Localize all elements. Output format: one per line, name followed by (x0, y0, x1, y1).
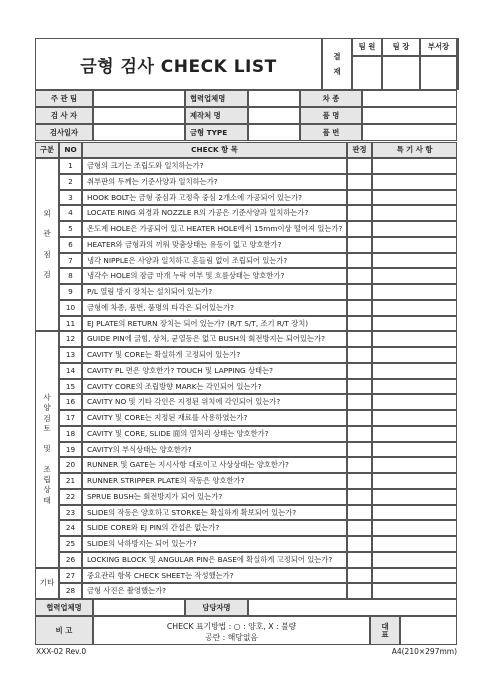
row-note[interactable] (372, 316, 457, 332)
row-note[interactable] (372, 363, 457, 379)
row-no: 7 (59, 253, 82, 269)
info-label-c: 품 명 (300, 107, 362, 124)
row-judge[interactable] (347, 284, 372, 300)
row-item: SLIDE의 낙하방지는 되어 있는가? (82, 536, 347, 552)
manager-value[interactable] (248, 599, 457, 616)
info-value-b[interactable] (248, 90, 300, 107)
page-title: 금형 검사 CHECK LIST (80, 56, 277, 77)
approval-sign-1[interactable] (382, 56, 420, 90)
approval-role-1: 팀 장 (382, 38, 420, 56)
row-judge[interactable] (347, 316, 372, 332)
row-item: RUNNER 및 GATE는 지시사항 대로이고 사상상태는 양호한가? (82, 457, 347, 473)
row-note[interactable] (372, 505, 457, 521)
info-label-b: 협력업체명 (185, 90, 248, 107)
row-item: GUIDE PIN에 긁힘, 상처, 균열등은 없고 BUSH의 회전방지는 되어있는가? (82, 331, 347, 347)
row-judge[interactable] (347, 583, 372, 599)
info-value-a[interactable] (93, 124, 185, 141)
row-item: LOCKING BLOCK 및 ANGULAR PIN은 BASE에 확실하게 고정되어 있는가? (82, 552, 347, 568)
header-note: 특 기 사 항 (372, 142, 457, 158)
row-item: SLIDE의 작동은 양호하고 STORKE는 확실하게 확보되어 있는가? (82, 505, 347, 521)
row-no: 22 (59, 489, 82, 505)
info-label-c: 품 번 (300, 124, 362, 141)
row-no: 27 (59, 568, 82, 584)
row-note[interactable] (372, 253, 457, 269)
row-note[interactable] (372, 583, 457, 599)
row-judge[interactable] (347, 457, 372, 473)
partner-label: 협력업체명 (35, 599, 93, 616)
row-item: CAVITY PL 면은 양호한가? TOUCH 및 LAPPING 상태는? (82, 363, 347, 379)
row-judge[interactable] (347, 410, 372, 426)
group-label: 기타 (35, 568, 59, 600)
rep-sign[interactable] (400, 616, 457, 645)
row-no: 2 (59, 174, 82, 190)
row-item: EJ PLATE의 RETURN 장치는 되어 있는가? (R/T S/T, 조기 R/T 장치) (82, 316, 347, 332)
row-no: 23 (59, 505, 82, 521)
row-note[interactable] (372, 457, 457, 473)
row-judge[interactable] (347, 442, 372, 458)
row-no: 16 (59, 394, 82, 410)
row-judge[interactable] (347, 253, 372, 269)
row-judge[interactable] (347, 505, 372, 521)
row-note[interactable] (372, 442, 457, 458)
row-item: 금형 사진은 촬영했는가? (82, 583, 347, 599)
row-item: 금형에 차종, 품번, 품명의 타각은 되어있는가? (82, 300, 347, 316)
row-item: P/L 열림 방지 장치는 설치되어 있는가? (82, 284, 347, 300)
approval-role-2: 부서장 (420, 38, 457, 56)
row-note[interactable] (372, 205, 457, 221)
info-value-a[interactable] (93, 107, 185, 124)
row-note[interactable] (372, 520, 457, 536)
row-no: 20 (59, 457, 82, 473)
header-judge: 판정 (347, 142, 372, 158)
row-judge[interactable] (347, 426, 372, 442)
rep-label: 대 표 (370, 616, 400, 645)
row-item: HOOK BOLT는 금형 중심과 고정측 중심 2개소에 가공되어 있는가? (82, 190, 347, 206)
row-item: RUNNER STRIPPER PLATE의 작동은 양호한가? (82, 473, 347, 489)
row-item: CAVITY의 부식상태는 양호한가? (82, 442, 347, 458)
row-no: 19 (59, 442, 82, 458)
row-item: CAVITY 및 CORE, SLIDE 面의 열처리 상태는 양호한가? (82, 426, 347, 442)
approval-sign-0[interactable] (352, 56, 382, 90)
row-no: 26 (59, 552, 82, 568)
row-note[interactable] (372, 268, 457, 284)
info-label-c: 차 종 (300, 90, 362, 107)
row-note[interactable] (372, 158, 457, 174)
header-no: NO (59, 142, 82, 158)
row-judge[interactable] (347, 158, 372, 174)
remark-label: 비 고 (35, 616, 93, 645)
row-no: 18 (59, 426, 82, 442)
row-judge[interactable] (347, 205, 372, 221)
row-note[interactable] (372, 568, 457, 584)
row-note[interactable] (372, 552, 457, 568)
info-label-a: 검사일자 (35, 124, 93, 141)
row-judge[interactable] (347, 568, 372, 584)
row-note[interactable] (372, 379, 457, 395)
row-note[interactable] (372, 489, 457, 505)
row-note[interactable] (372, 410, 457, 426)
check-method-line1: CHECK 표기방법 : ○ : 양호, X : 불량 (166, 621, 297, 631)
row-item: SPRUE BUSH는 회전방지가 되어 있는가? (82, 489, 347, 505)
row-item: 취부판의 두께는 기준사양과 일치하는가? (82, 174, 347, 190)
approval-edge (457, 38, 459, 90)
info-value-b[interactable] (248, 124, 300, 141)
row-no: 8 (59, 268, 82, 284)
row-item: 금형의 크기는 조립도와 일치하는가? (82, 158, 347, 174)
row-note[interactable] (372, 331, 457, 347)
group-label: 외 관 점 검 (35, 158, 59, 331)
row-judge[interactable] (347, 347, 372, 363)
row-item: CAVITY NO 및 기타 각인은 지정된 위치에 각인되어 있는가? (82, 394, 347, 410)
row-item: 중요관리 항목 CHECK SHEET는 작성했는가? (82, 568, 347, 584)
row-no: 12 (59, 331, 82, 347)
row-judge[interactable] (347, 536, 372, 552)
row-item: SLIDE CORE와 EJ PIN의 간섭은 없는가? (82, 520, 347, 536)
row-no: 6 (59, 237, 82, 253)
row-note[interactable] (372, 174, 457, 190)
row-no: 14 (59, 363, 82, 379)
row-no: 3 (59, 190, 82, 206)
row-note[interactable] (372, 190, 457, 206)
row-no: 28 (59, 583, 82, 599)
form-code: XXX-02 Rev.0 (36, 647, 87, 656)
row-judge[interactable] (347, 331, 372, 347)
info-value-c[interactable] (362, 90, 457, 107)
info-value-a[interactable] (93, 90, 185, 107)
row-note[interactable] (372, 300, 457, 316)
info-label-a: 주 관 팀 (35, 90, 93, 107)
partner-value[interactable] (93, 599, 185, 616)
row-judge[interactable] (347, 268, 372, 284)
row-no: 1 (59, 158, 82, 174)
row-note[interactable] (372, 347, 457, 363)
info-label-b: 제작처 명 (185, 107, 248, 124)
row-item: 온도계 HOLE은 가공되어 있고 HEATER HOLE에서 15mm이상 떨어져 있는가? (82, 221, 347, 237)
approval-label: 결 재 (322, 38, 352, 90)
header-item: CHECK 항 목 (82, 142, 347, 158)
row-note[interactable] (372, 284, 457, 300)
row-no: 13 (59, 347, 82, 363)
row-no: 24 (59, 520, 82, 536)
row-item: CAVITY 및 CORE는 확실하게 고정되어 있는가? (82, 347, 347, 363)
row-judge[interactable] (347, 473, 372, 489)
info-value-c[interactable] (362, 124, 457, 141)
row-item: CAVITY CORE의 조립방향 MARK는 각인되어 있는가? (82, 379, 347, 395)
row-judge[interactable] (347, 190, 372, 206)
row-item: CAVITY 및 CORE는 지정된 재료를 사용하였는가? (82, 410, 347, 426)
row-no: 25 (59, 536, 82, 552)
row-note[interactable] (372, 221, 457, 237)
manager-label: 담당자명 (185, 599, 248, 616)
row-item: 냉각 NIPPLE은 사양과 일치하고 흔들림 없이 조립되어 있는가? (82, 253, 347, 269)
row-no: 4 (59, 205, 82, 221)
row-no: 17 (59, 410, 82, 426)
row-judge[interactable] (347, 363, 372, 379)
row-note[interactable] (372, 473, 457, 489)
info-label-a: 검 사 자 (35, 107, 93, 124)
row-judge[interactable] (347, 237, 372, 253)
row-judge[interactable] (347, 489, 372, 505)
row-no: 5 (59, 221, 82, 237)
info-value-b[interactable] (248, 107, 300, 124)
header-category: 구분 (35, 142, 59, 158)
row-no: 10 (59, 300, 82, 316)
row-note[interactable] (372, 394, 457, 410)
check-method-line2: 공란 : 해당없음 (205, 632, 258, 642)
row-note[interactable] (372, 536, 457, 552)
row-item: LOCATE RING 외경과 NOZZLE R의 가공은 기준사양과 일치하는가? (82, 205, 347, 221)
paper-size: A4(210×297mm) (391, 647, 457, 656)
row-judge[interactable] (347, 552, 372, 568)
info-value-c[interactable] (362, 107, 457, 124)
row-note[interactable] (372, 237, 457, 253)
group-label: 사 양 검 토 및 조 립 상 태 (35, 331, 59, 567)
row-no: 21 (59, 473, 82, 489)
approval-sign-2[interactable] (420, 56, 457, 90)
row-item: HEATER와 금형과의 끼워 맞춤상태는 유동이 없고 양호한가? (82, 237, 347, 253)
row-judge[interactable] (347, 394, 372, 410)
approval-role-0: 팀 원 (352, 38, 382, 56)
row-judge[interactable] (347, 221, 372, 237)
row-judge[interactable] (347, 174, 372, 190)
row-no: 9 (59, 284, 82, 300)
row-note[interactable] (372, 426, 457, 442)
row-no: 15 (59, 379, 82, 395)
row-no: 11 (59, 316, 82, 332)
row-judge[interactable] (347, 520, 372, 536)
row-judge[interactable] (347, 379, 372, 395)
row-judge[interactable] (347, 300, 372, 316)
info-label-b: 금형 TYPE (185, 124, 248, 141)
row-item: 냉각수 HOLE의 잠금 마개 누락 여부 및 흐름상태는 양호한가? (82, 268, 347, 284)
